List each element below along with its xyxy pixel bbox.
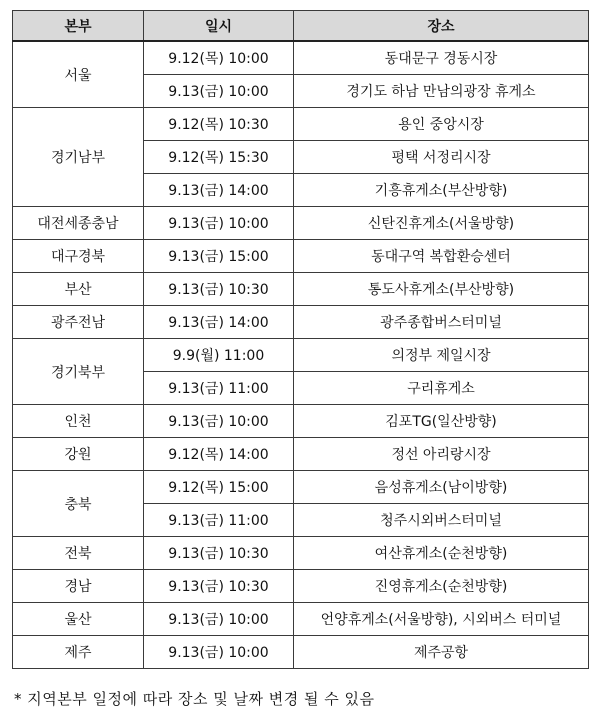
table-row [13, 636, 589, 669]
header-datetime: 일시 [144, 11, 294, 42]
datetime-cell: 9.12(목) 15:30 [144, 141, 294, 174]
region-cell: 전북 [13, 537, 144, 570]
datetime-cell: 9.13(금) 10:00 [144, 405, 294, 438]
datetime-cell: 9.12(목) 15:00 [144, 471, 294, 504]
datetime-cell: 9.13(금) 14:00 [144, 174, 294, 207]
header-region: 본부 [13, 11, 144, 42]
region-cell: 서울 [13, 41, 144, 108]
region-cell: 경기남부 [13, 108, 144, 207]
datetime-cell: 9.13(금) 14:00 [144, 306, 294, 339]
place-cell: 기흥휴게소(부산방향) [294, 174, 589, 207]
datetime-cell: 9.9(월) 11:00 [144, 339, 294, 372]
region-cell: 부산 [13, 273, 144, 306]
table-row [13, 273, 589, 306]
place-cell: 의정부 제일시장 [294, 339, 589, 372]
region-cell: 경남 [13, 570, 144, 603]
table-row [13, 339, 589, 372]
datetime-cell: 9.12(목) 10:30 [144, 108, 294, 141]
place-cell: 동대구역 복합환승센터 [294, 240, 589, 273]
datetime-cell: 9.13(금) 10:30 [144, 273, 294, 306]
table-row [13, 438, 589, 471]
place-cell: 통도사휴게소(부산방향) [294, 273, 589, 306]
place-cell: 정선 아리랑시장 [294, 438, 589, 471]
schedule-body [13, 41, 589, 669]
region-cell: 경기북부 [13, 339, 144, 405]
header-place: 장소 [294, 11, 589, 42]
datetime-cell: 9.13(금) 15:00 [144, 240, 294, 273]
table-row [13, 603, 589, 636]
table-row [13, 471, 589, 504]
place-cell: 경기도 하남 만남의광장 휴게소 [294, 75, 589, 108]
datetime-cell: 9.12(목) 14:00 [144, 438, 294, 471]
place-cell: 용인 중앙시장 [294, 108, 589, 141]
place-cell: 언양휴게소(서울방향), 시외버스 터미널 [294, 603, 589, 636]
table-row [13, 405, 589, 438]
region-cell: 강원 [13, 438, 144, 471]
place-cell: 음성휴게소(남이방향) [294, 471, 589, 504]
region-cell: 광주전남 [13, 306, 144, 339]
footnote: * 지역본부 일정에 따라 장소 및 날짜 변경 될 수 있음 [14, 690, 375, 708]
datetime-cell: 9.13(금) 10:30 [144, 570, 294, 603]
table-row [13, 306, 589, 339]
datetime-cell: 9.13(금) 10:00 [144, 636, 294, 669]
datetime-cell: 9.13(금) 11:00 [144, 372, 294, 405]
datetime-cell: 9.13(금) 10:30 [144, 537, 294, 570]
datetime-cell: 9.12(목) 10:00 [144, 41, 294, 75]
place-cell: 광주종합버스터미널 [294, 306, 589, 339]
table-row [13, 41, 589, 75]
place-cell: 청주시외버스터미널 [294, 504, 589, 537]
datetime-cell: 9.13(금) 10:00 [144, 603, 294, 636]
region-cell: 울산 [13, 603, 144, 636]
table-row [13, 108, 589, 141]
schedule-table [12, 10, 589, 669]
table-row [13, 207, 589, 240]
region-cell: 인천 [13, 405, 144, 438]
table-row [13, 537, 589, 570]
table-row [13, 240, 589, 273]
region-cell: 제주 [13, 636, 144, 669]
datetime-cell: 9.13(금) 10:00 [144, 207, 294, 240]
place-cell: 구리휴게소 [294, 372, 589, 405]
header-row [13, 11, 589, 42]
place-cell: 제주공항 [294, 636, 589, 669]
place-cell: 신탄진휴게소(서울방향) [294, 207, 589, 240]
place-cell: 여산휴게소(순천방향) [294, 537, 589, 570]
datetime-cell: 9.13(금) 11:00 [144, 504, 294, 537]
region-cell: 대전세종충남 [13, 207, 144, 240]
place-cell: 평택 서정리시장 [294, 141, 589, 174]
place-cell: 김포TG(일산방향) [294, 405, 589, 438]
datetime-cell: 9.13(금) 10:00 [144, 75, 294, 108]
place-cell: 진영휴게소(순천방향) [294, 570, 589, 603]
region-cell: 충북 [13, 471, 144, 537]
table-row [13, 570, 589, 603]
region-cell: 대구경북 [13, 240, 144, 273]
place-cell: 동대문구 경동시장 [294, 41, 589, 75]
